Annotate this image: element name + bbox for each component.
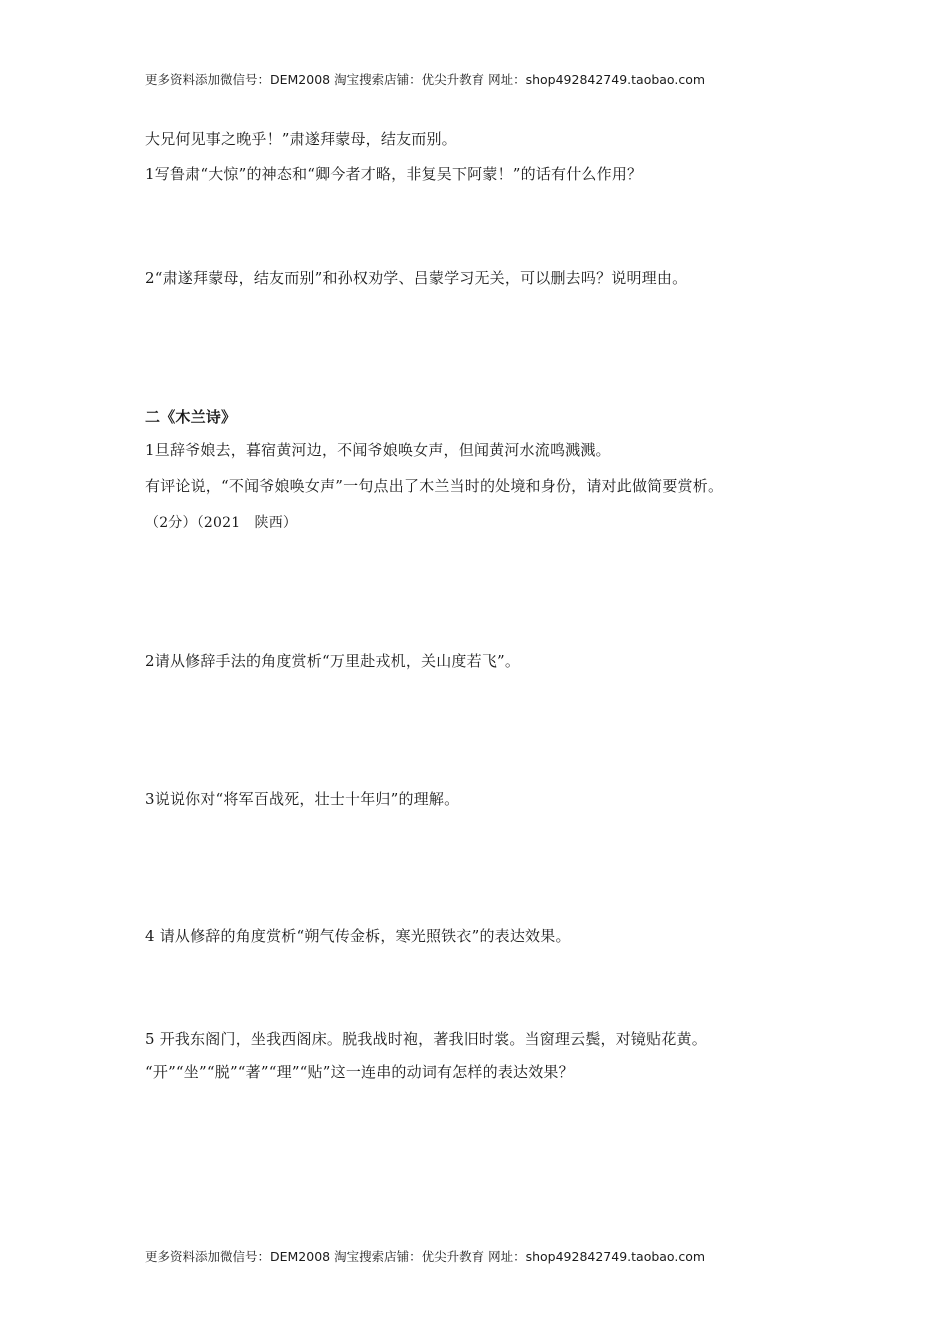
section-2-question-1-quote: 1旦辞爷娘去，暮宿黄河边，不闻爷娘唤女声，但闻黄河水流鸣溅溅。: [145, 441, 611, 459]
section-2-question-5-prompt: “开”“坐”“脱”“著”“理”“贴”这一连串的动词有怎样的表达效果？: [145, 1063, 574, 1081]
section-2-question-1-source: （2分）（2021 陕西）: [145, 515, 298, 531]
page-footer: 更多资料添加微信号：DEM2008 淘宝搜索店铺：优尖升教育 网址：shop492842749.taobao.com: [145, 1249, 706, 1264]
page-header: 更多资料添加微信号：DEM2008 淘宝搜索店铺：优尖升教育 网址：shop492842749.taobao.com: [145, 72, 706, 87]
section-2-question-1-prompt: 有评论说，“不闻爷娘唤女声”一句点出了木兰当时的处境和身份，请对此做简要赏析。: [145, 477, 724, 495]
passage-ending: 大兄何见事之晚乎！”肃遂拜蒙母，结友而别。: [145, 130, 457, 148]
question-1: 1写鲁肃“大惊”的神态和“卿今者才略，非复吴下阿蒙！”的话有什么作用？: [145, 165, 643, 183]
section-2-question-2: 2请从修辞手法的角度赏析“万里赴戎机，关山度若飞”。: [145, 652, 521, 670]
section-2-question-4: 4 请从修辞的角度赏析“朔气传金柝，寒光照铁衣”的表达效果。: [145, 927, 571, 945]
question-2: 2“肃遂拜蒙母，结友而别”和孙权劝学、吕蒙学习无关，可以删去吗？说明理由。: [145, 269, 688, 287]
section-2-title: 二《木兰诗》: [145, 408, 237, 426]
section-2-question-5-quote: 5 开我东阁门，坐我西阁床。脱我战时袍，著我旧时裳。当窗理云鬓，对镜贴花黄。: [145, 1030, 707, 1048]
section-2-question-3: 3说说你对“将军百战死，壮士十年归”的理解。: [145, 790, 460, 808]
